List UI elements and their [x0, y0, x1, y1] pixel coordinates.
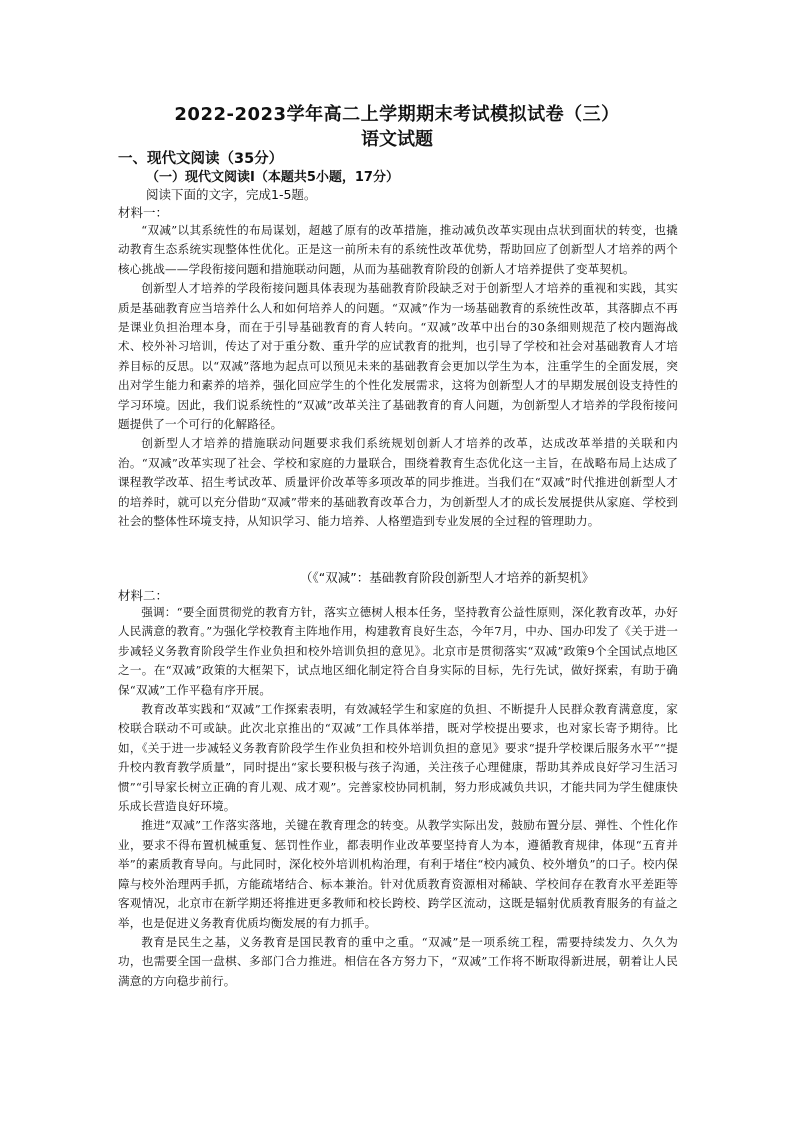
- material1-paragraph: “双减”以其系统性的布局谋划，超越了原有的改革措施，推动减负改革实现由点状到面状的转变，也撬动教育生态系统实现整体性优化。正是这一前所未有的系统性改革优势，帮助回应了创新型人才培养的两个核心挑战——学段衔接问题和措施联动问题，从而为基础教育阶段的创新人才培养提供了变革契机。: [118, 223, 678, 276]
- material2-paragraph: 教育是民生之基，义务教育是国民教育的重中之重。“双减”是一项系统工程，需要持续发力、久久为功，也需要全国一盘棋、多部门合力推进。相信在各方努力下，“双减”工作将不断取得新进展，朝着让人民满意的方向稳步前行。: [118, 934, 678, 988]
- material1-label: 材料一：: [118, 205, 169, 220]
- reading-instruction: 阅读下面的文字，完成1-5题。: [146, 187, 317, 202]
- exam-subtitle: 语文试题: [361, 129, 433, 150]
- subsection-heading: （一）现代文阅读Ⅰ（本题共5小题，17分）: [146, 170, 399, 185]
- section-heading: 一、现代文阅读（35分）: [118, 151, 284, 167]
- material1-body: [118, 221, 678, 532]
- material1-source: （《“双减”：基础教育阶段创新型人才培养的新契机》: [300, 570, 595, 585]
- material2-paragraph: 推进“双减”工作落实落地，关键在教育理念的转变。从教学实际出发，鼓励布置分层、弹性、个性化作业，要求不得布置机械重复、惩罚性作业，都表明作业改革要坚持育人为本，遵循教育规律，体现“五育并举”的素质教育导向。与此同时，深化校外培训机构治理，有利于堵住“校内减负、校外增负”的口子。校内保障与校外治理两手抓，方能疏堵结合、标本兼治。针对优质教育资源相对稀缺、学校间存在教育水平差距等客观情况，北京市在新学期还将推进更多教师和校长跨校、跨学区流动，这既是辐射优质教育服务的有益之举，也是促进义务教育优质均衡发展的有力抓手。: [118, 818, 678, 930]
- material2-body: [118, 603, 678, 991]
- material1-paragraph: 创新型人才培养的措施联动问题要求我们系统规划创新人才培养的改革，达成改革举措的关联和内治。“双减”改革实现了社会、学校和家庭的力量联合，围绕着教育生态优化这一主旨，在战略布局上达成了课程教学改革、招生考试改革、质量评价改革等多项改革的同步推进。当我们在“双减”时代推进创新型人才的培养时，就可以充分借助“双减”带来的基础教育改革合力，为创新型人才的成长发展提供从家庭、学校到社会的整体性环境支持，从知识学习、能力培养、人格塑造到专业发展的全过程的管理助力。: [118, 436, 678, 529]
- exam-title: 2022-2023学年高二上学期期末考试模拟试卷（三）: [174, 104, 620, 125]
- material2-label: 材料二：: [118, 588, 169, 603]
- material2-paragraph: 教育改革实践和“双减”工作探索表明，有效减轻学生和家庭的负担、不断提升人民群众教育满意度，家校联合联动不可或缺。此次北京推出的“双减”工作具体举措，既对学校提出要求，也对家长寄予期待。比如，《关于进一步减轻义务教育阶段学生作业负担和校外培训负担的意见》要求“提升学校课后服务水平”“提升校内教育教学质量”，同时提出“家长要积极与孩子沟通，关注孩子心理健康，帮助其养成良好学习生活习惯”“引导家长树立正确的育儿观、成才观”。完善家校协同机制，努力形成减负共识，才能共同为学生健康快乐成长营造良好环境。: [118, 702, 678, 814]
- material1-paragraph: 创新型人才培养的学段衔接问题具体表现为基础教育阶段缺乏对于创新型人才培养的重视和实践，其实质是基础教育应当培养什么人和如何培养人的问题。“双减”作为一场基础教育的系统性改革，其落脚点不再是课业负担治理本身，而在于引导基础教育的育人转向。“双减”改革中出台的30条细则规范了校内题海战术、校外补习培训，传达了对于重分数、重升学的应试教育的批判，也引导了学校和社会对基础教育人才培养目标的反思。以“双减”落地为起点可以预见未来的基础教育会更加以学生为本，注重学生的全面发展，突出对学生能力和素养的培养，强化回应学生的个性化发展需求，这将为创新型人才的早期发展创设支持性的学习环境。因此，我们说系统性的“双减”改革关注了基础教育的育人问题，为创新型人才培养的学段衔接问题提供了一个可行的化解路径。: [118, 281, 678, 432]
- material2-paragraph: 强调：“要全面贯彻党的教育方针，落实立德树人根本任务，坚持教育公益性原则，深化教育改革，办好人民满意的教育。”为强化学校教育主阵地作用，构建教育良好生态，今年7月，中办、国办印发了《关于进一步减轻义务教育阶段学生作业负担和校外培训负担的意见》。北京市是贯彻落实“双减”政策9个全国试点地区之一。在“双减”政策的大框架下，试点地区细化制定符合自身实际的目标，先行先试，做好探索，有助于确保“双减”工作平稳有序开展。: [118, 605, 678, 697]
